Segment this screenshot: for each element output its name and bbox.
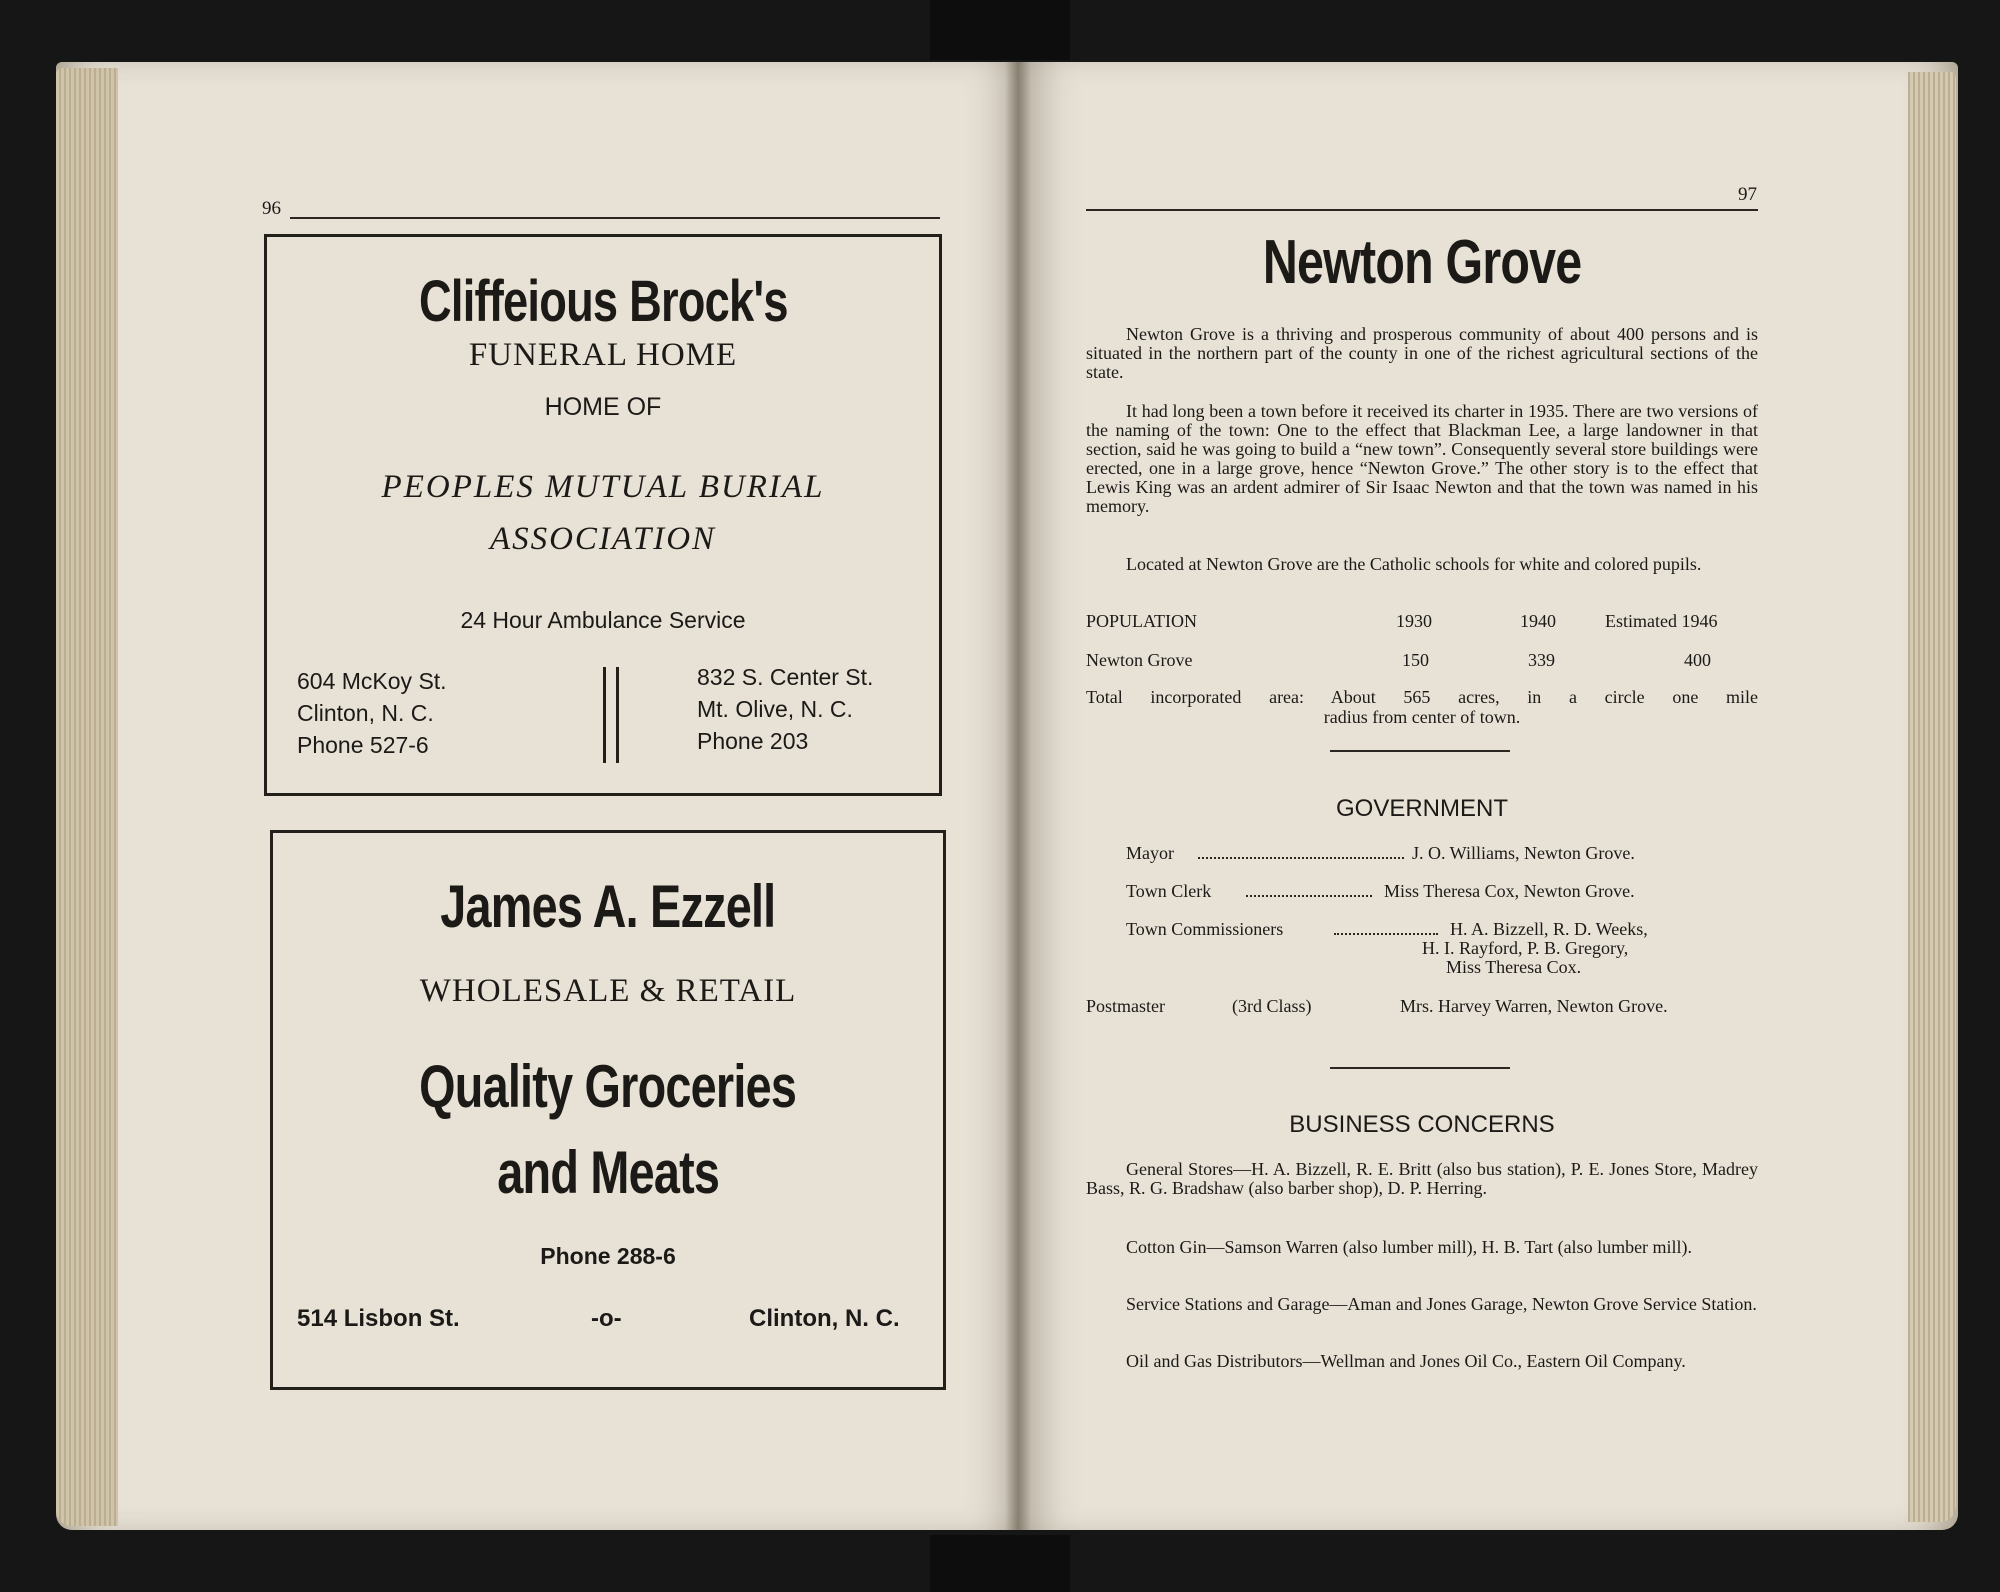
binding-cloth-bottom <box>930 1535 1070 1592</box>
population-label: POPULATION <box>1086 611 1198 631</box>
binding-cloth-top <box>930 0 1070 60</box>
home-of-line: HOME OF <box>544 393 662 421</box>
clerk-label: Town Clerk <box>1126 881 1212 901</box>
clinton-address-block <box>297 665 447 761</box>
grocer-street: 514 Lisbon St. <box>297 1305 460 1332</box>
area-line-2: radius from center of town. <box>1323 707 1521 727</box>
area-line-1: Total incorporated area: About 565 acres, in a circle one mile <box>1086 687 1758 707</box>
mayor-leader <box>1198 857 1404 859</box>
grocer-city: Clinton, N. C. <box>749 1305 900 1332</box>
postmaster-class: (3rd Class) <box>1232 996 1312 1016</box>
clerk-leader <box>1246 895 1372 897</box>
left-header-rule <box>290 217 940 219</box>
commissioners-value-1: H. A. Bizzell, R. D. Weeks, <box>1450 919 1648 939</box>
quality-groceries-headline: Quality Groceries <box>419 1053 797 1120</box>
mt-olive-city: Mt. Olive, N. C. <box>697 696 853 722</box>
commissioners-leader <box>1334 933 1438 935</box>
population-header-1930: 1930 <box>1396 611 1432 631</box>
funeral-home-name: Cliffeious Brock's <box>418 269 788 334</box>
commissioners-label: Town Commissioners <box>1126 919 1284 939</box>
mt-olive-phone: Phone 203 <box>697 728 809 754</box>
address-divider-left <box>603 667 606 763</box>
mt-olive-address-block <box>697 661 873 757</box>
ambulance-service-line: 24 Hour Ambulance Service <box>460 607 746 633</box>
postmaster-value: Mrs. Harvey Warren, Newton Grove. <box>1400 996 1668 1016</box>
population-header-1946: Estimated 1946 <box>1605 611 1718 631</box>
population-value-1940: 339 <box>1528 650 1555 670</box>
section-divider-2 <box>1330 1067 1510 1069</box>
wholesale-retail-line: WHOLESALE & RETAIL <box>419 973 797 1009</box>
section-divider-1 <box>1330 750 1510 752</box>
cotton-gin-paragraph: Cotton Gin—Samson Warren (also lumber mill), H. B. Tart (also lumber mill). <box>1126 1237 1693 1257</box>
schools-paragraph: Located at Newton Grove are the Catholic schools for white and colored pupils. <box>1126 554 1702 574</box>
address-divider-right <box>616 667 619 763</box>
right-page-edges <box>1908 72 1956 1522</box>
clinton-street: 604 McKoy St. <box>297 668 447 694</box>
history-paragraph: It had long been a town before it received its charter in 1935. There are two versions of the naming of the town: One to the effect that Blackman Lee, a large landowner in that section, said he was going to build a “new town”. Consequently several store buildings were erected, one in a large grove, hence “Newton Grove.” The other story is to the effect that Lewis King was an ardent admirer of Sir Isaac Newton and that the town was named in his memory. <box>1086 401 1758 516</box>
grocer-separator: -o- <box>591 1305 622 1332</box>
population-value-1930: 150 <box>1402 650 1429 670</box>
grocer-phone: Phone 288-6 <box>540 1243 676 1269</box>
clinton-phone: Phone 527-6 <box>297 732 429 758</box>
service-stations-paragraph: Service Stations and Garage—Aman and Jones Garage, Newton Grove Service Station. <box>1126 1294 1757 1314</box>
town-title: Newton Grove <box>1262 228 1582 297</box>
clinton-city: Clinton, N. C. <box>297 700 434 726</box>
intro-paragraph: Newton Grove is a thriving and prosperous community of about 400 persons and is situated in the northern part of the county in one of the richest agricultural sections of the state. <box>1086 324 1758 382</box>
funeral-home-line: FUNERAL HOME <box>468 337 738 373</box>
book-gutter <box>1005 62 1031 1530</box>
left-page-edges <box>56 68 118 1526</box>
population-row-label: Newton Grove <box>1086 650 1193 670</box>
general-stores-paragraph: General Stores—H. A. Bizzell, R. E. Britt (also bus station), P. E. Jones Store, Madrey Bass, R. G. Bradshaw (also barber shop), D. P. Herring. <box>1086 1159 1758 1198</box>
grocery-ad <box>270 830 946 1390</box>
mayor-label: Mayor <box>1126 843 1174 863</box>
right-page-number: 97 <box>1738 184 1757 205</box>
and-meats-headline: and Meats <box>497 1139 719 1206</box>
population-value-1946: 400 <box>1684 650 1711 670</box>
clerk-value: Miss Theresa Cox, Newton Grove. <box>1384 881 1635 901</box>
postmaster-label: Postmaster <box>1086 996 1165 1016</box>
burial-association-line1: PEOPLES MUTUAL BURIAL <box>381 469 825 505</box>
mayor-value: J. O. Williams, Newton Grove. <box>1412 843 1635 863</box>
grocer-name: James A. Ezzell <box>440 873 776 940</box>
government-heading: GOVERNMENT <box>1335 795 1508 822</box>
commissioners-value-2: H. I. Rayford, P. B. Gregory, <box>1422 938 1629 958</box>
business-heading: BUSINESS CONCERNS <box>1289 1111 1555 1138</box>
mt-olive-street: 832 S. Center St. <box>697 664 874 690</box>
oil-gas-paragraph: Oil and Gas Distributors—Wellman and Jones Oil Co., Eastern Oil Company. <box>1126 1351 1686 1371</box>
left-page-number: 96 <box>262 198 281 219</box>
funeral-home-ad <box>264 234 942 796</box>
burial-association-line2: ASSOCIATION <box>489 521 717 557</box>
population-header-1940: 1940 <box>1520 611 1556 631</box>
commissioners-value-3: Miss Theresa Cox. <box>1446 957 1582 977</box>
right-header-rule <box>1086 209 1758 211</box>
